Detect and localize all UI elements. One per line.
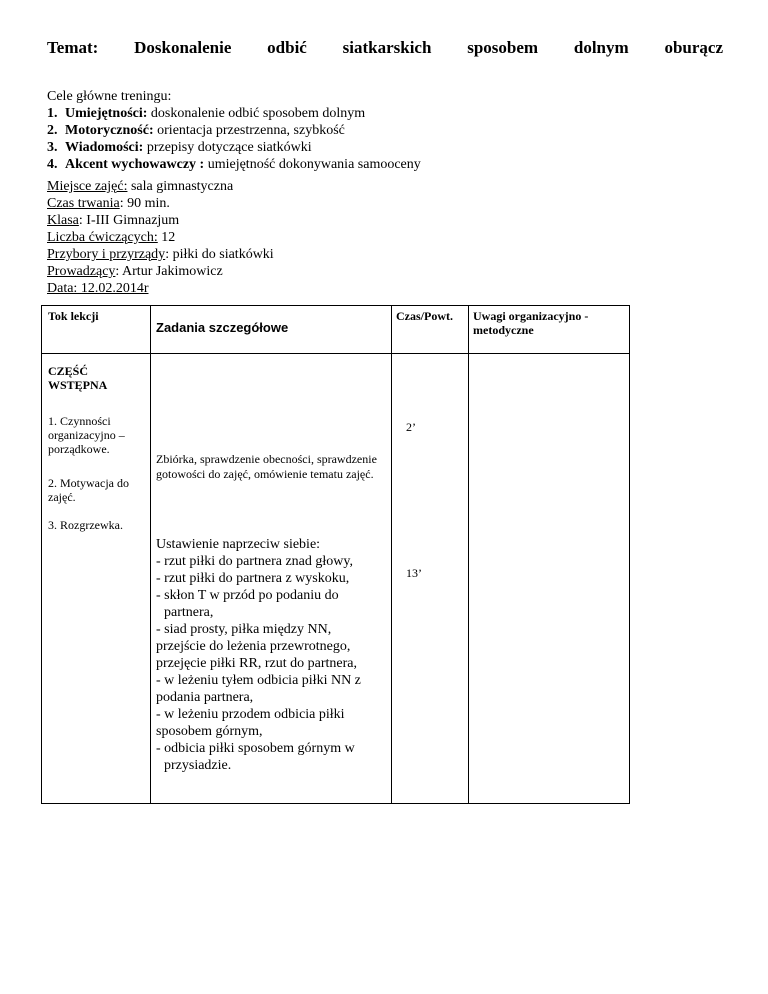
task-line: - siad prosty, piłka między NN, <box>156 622 332 637</box>
header-time: Czas/Powt. <box>396 309 453 323</box>
info-duration <box>47 195 274 212</box>
info-equipment <box>47 246 274 263</box>
info-class <box>47 212 274 229</box>
goal-text: doskonalenie odbić sposobem dolnym <box>147 106 366 121</box>
goals-list <box>47 105 421 173</box>
header-course: Tok lekcji <box>48 309 99 323</box>
item-organizational: 1. Czynności organizacyjno – porządkowe. <box>48 414 125 456</box>
goal-number: 2. <box>47 123 58 138</box>
info-place <box>47 178 274 195</box>
info-label: Data: 12.02.2014r <box>47 281 149 296</box>
info-label: Klasa <box>47 213 79 228</box>
lesson-table <box>41 305 630 804</box>
info-value: sala gimnastyczna <box>127 179 234 194</box>
task-line: - odbicia piłki sposobem górnym w <box>156 741 355 756</box>
task-line: przejście do leżenia przewrotnego, <box>156 639 351 654</box>
info-label: Liczba ćwiczących: <box>47 230 158 245</box>
task-line: - w leżeniu tyłem odbicia piłki NN z <box>156 673 361 688</box>
task-line: przysiadzie. <box>164 758 232 773</box>
task-line: - rzut piłki do partnera znad głowy, <box>156 554 353 569</box>
info-leader <box>47 263 274 280</box>
goal-item <box>47 139 421 156</box>
title-word: siatkarskich <box>342 38 432 57</box>
goal-text: umiejętność dokonywania samooceny <box>204 157 421 172</box>
task-line: - skłon T w przód po podaniu do <box>156 588 339 603</box>
task-line: partnera, <box>164 605 214 620</box>
goal-label: Wiadomości: <box>65 140 144 155</box>
item-motivation: 2. Motywacja do zajęć. <box>48 476 129 504</box>
task-organizational: Zbiórka, sprawdzenie obecności, sprawdzenie gotowości do zajęć, omówienie tematu zajęć. <box>156 452 377 481</box>
header-tasks: Zadania szczegółowe <box>156 320 289 335</box>
section-time: 2’ <box>406 420 416 434</box>
goal-item <box>47 156 421 173</box>
table-header-row <box>42 306 630 354</box>
goal-label: Umiejętności: <box>65 106 148 121</box>
info-count <box>47 229 274 246</box>
info-label: Miejsce zajęć: <box>47 179 128 194</box>
lesson-info <box>47 178 274 297</box>
title-word: sposobem <box>467 38 539 57</box>
goals-section <box>47 88 421 173</box>
info-label: Przybory i przyrządy <box>47 247 166 262</box>
table-row <box>42 354 630 804</box>
goal-item <box>47 122 421 139</box>
goal-item <box>47 105 421 122</box>
goal-number: 1. <box>47 106 58 121</box>
warmup-time: 13’ <box>406 566 422 580</box>
goal-label: Akcent wychowawczy : <box>65 157 205 172</box>
task-line: - w leżeniu przodem odbicia piłki <box>156 707 345 722</box>
task-warmup <box>151 536 391 774</box>
goals-heading: Cele główne treningu: <box>47 89 172 104</box>
title-word: Temat: <box>47 38 99 57</box>
task-line: przejęcie piłki RR, rzut do partnera, <box>156 656 357 671</box>
info-label: Prowadzący <box>47 264 116 279</box>
info-value: : I-III Gimnazjum <box>78 213 180 228</box>
info-date <box>47 280 274 297</box>
title-word: Doskonalenie <box>134 38 232 57</box>
goal-text: przepisy dotyczące siatkówki <box>143 140 312 155</box>
task-line: sposobem górnym, <box>156 724 263 739</box>
title-word: dolnym <box>573 38 629 57</box>
goal-number: 3. <box>47 140 58 155</box>
task-line: podania partnera, <box>156 690 254 705</box>
notes-cell <box>469 354 630 804</box>
goal-label: Motoryczność: <box>65 123 154 138</box>
goal-number: 4. <box>47 157 58 172</box>
info-value: : 90 min. <box>119 196 170 211</box>
lesson-title <box>47 38 723 58</box>
info-value: : Artur Jakimowicz <box>115 264 223 279</box>
task-line: - rzut piłki do partnera z wyskoku, <box>156 571 350 586</box>
info-value: 12 <box>157 230 176 245</box>
info-value: : piłki do siatkówki <box>165 247 274 262</box>
title-word: oburącz <box>664 38 723 57</box>
section-title: CZĘŚĆ WSTĘPNA <box>48 364 108 392</box>
item-warmup: 3. Rozgrzewka. <box>48 518 123 532</box>
info-label: Czas trwania <box>47 196 120 211</box>
task-line: Ustawienie naprzeciw siebie: <box>156 537 321 552</box>
title-word: odbić <box>267 38 307 57</box>
goal-text: orientacja przestrzenna, szybkość <box>153 123 345 138</box>
header-notes: Uwagi organizacyjno - metodyczne <box>473 309 589 337</box>
